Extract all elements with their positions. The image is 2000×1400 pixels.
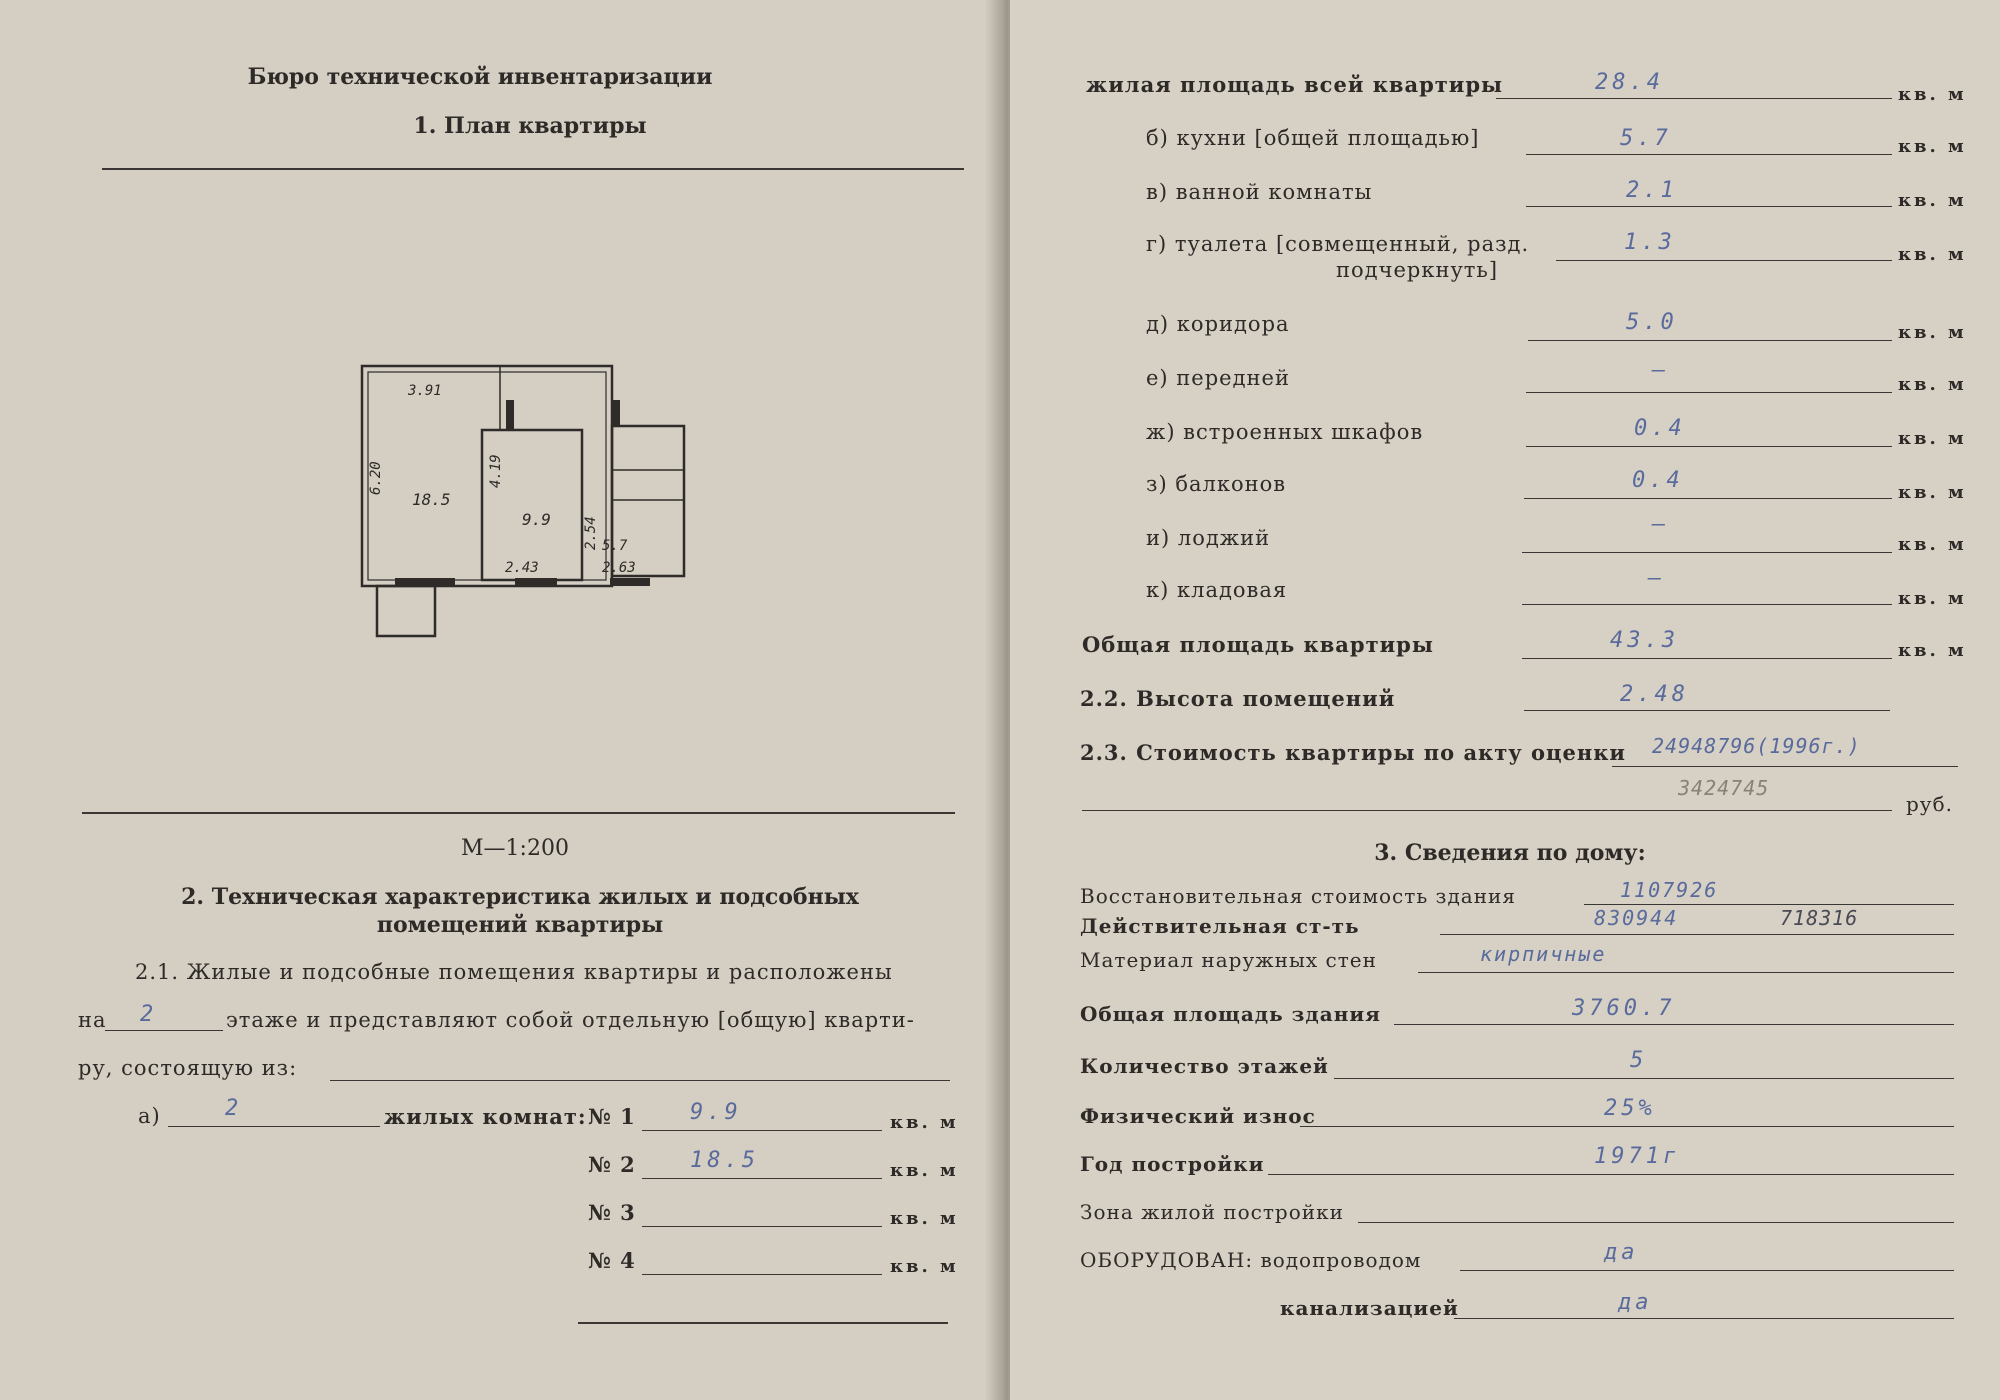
corridor-value: 5.0 — [1626, 310, 1678, 335]
toilet-value: 1.3 — [1624, 230, 1676, 255]
cost-line-2 — [1082, 810, 1892, 811]
corridor-line — [1528, 340, 1892, 341]
water-supply-label: ОБОРУДОВАН: водопроводом — [1080, 1248, 1422, 1272]
plan-dim-bottom-2: 2.63 — [602, 560, 636, 576]
kitchen-label: б) кухни [общей площадью] — [1146, 126, 1480, 150]
closets-label: ж) встроенных шкафов — [1146, 420, 1424, 444]
hallway-value: – — [1652, 358, 1670, 383]
consisting-line — [330, 1080, 950, 1081]
living-area-value: 28.4 — [1595, 70, 1664, 95]
corridor-label: д) коридора — [1146, 312, 1290, 336]
restoration-cost-label: Восстановительная стоимость здания — [1080, 884, 1516, 908]
room-3-label: № 3 — [588, 1200, 636, 1225]
room-4-label: № 4 — [588, 1248, 636, 1273]
plan-dim-bottom-1: 2.43 — [505, 560, 539, 576]
total-area-label: Общая площадь квартиры — [1082, 632, 1434, 657]
hallway-unit: кв. м — [1898, 374, 1967, 395]
floor-value-line — [105, 1030, 223, 1031]
sewage-line — [1454, 1318, 1954, 1319]
walls-material-line — [1418, 972, 1954, 973]
plan-dim-kitchen: 2.54 — [583, 516, 599, 550]
bureau-heading: Бюро технической инвентаризации — [247, 64, 713, 90]
plan-area-room2: 9.9 — [522, 510, 551, 529]
building-area-value: 3760.7 — [1572, 996, 1676, 1021]
rooms-count-line — [168, 1126, 380, 1127]
left-bottom-rule — [578, 1322, 948, 1324]
restoration-cost-value: 1107926 — [1620, 878, 1719, 902]
a-label: а) — [138, 1104, 161, 1128]
p21-line1: 2.1. Жилые и подсобные помещения квартиры и расположены — [135, 960, 893, 984]
floor-value: 2 — [140, 1002, 158, 1027]
zone-label: Зона жилой постройки — [1080, 1200, 1344, 1224]
room-2-value: 18.5 — [690, 1148, 759, 1173]
sewage-value: да — [1618, 1290, 1653, 1315]
height-label: 2.2. Высота помещений — [1080, 686, 1396, 711]
kitchen-line — [1526, 154, 1892, 155]
height-value: 2.48 — [1620, 682, 1689, 707]
cost-label: 2.3. Стоимость квартиры по акту оценки — [1080, 740, 1626, 765]
storage-line — [1522, 604, 1892, 605]
floors-count-line — [1334, 1078, 1954, 1079]
year-built-value: 1971г — [1594, 1144, 1681, 1169]
toilet-line — [1556, 260, 1892, 261]
plan-title: 1. План квартиры — [413, 113, 647, 139]
storage-unit: кв. м — [1898, 588, 1967, 609]
balconies-line — [1524, 498, 1892, 499]
loggias-value: – — [1652, 512, 1670, 537]
plan-dim-left: 6.20 — [368, 461, 384, 495]
building-area-label: Общая площадь здания — [1080, 1002, 1381, 1026]
floors-count-value: 5 — [1630, 1048, 1648, 1073]
room-4-unit: кв. м — [890, 1256, 959, 1277]
building-area-line — [1394, 1024, 1954, 1025]
room-4-line — [642, 1274, 882, 1275]
kitchen-value: 5.7 — [1620, 126, 1672, 151]
total-area-unit: кв. м — [1898, 640, 1967, 661]
balconies-unit: кв. м — [1898, 482, 1967, 503]
water-supply-value: да — [1604, 1240, 1639, 1265]
walls-material-label: Материал наружных стен — [1080, 948, 1377, 972]
room-1-value: 9.9 — [690, 1100, 742, 1125]
storage-label: к) кладовая — [1146, 578, 1288, 602]
water-supply-line — [1460, 1270, 1954, 1271]
kitchen-unit: кв. м — [1898, 136, 1967, 157]
room-1-line — [642, 1130, 882, 1131]
toilet-unit: кв. м — [1898, 244, 1967, 265]
bathroom-unit: кв. м — [1898, 190, 1967, 211]
actual-cost-value: 830944 — [1594, 906, 1679, 930]
plan-dim-top: 3.91 — [408, 383, 442, 399]
section2-title-line1: 2. Техническая характеристика жилых и подсобных — [181, 884, 859, 910]
loggias-label: и) лоджий — [1146, 526, 1271, 550]
living-area-line — [1496, 98, 1892, 99]
hallway-label: е) передней — [1146, 366, 1290, 390]
corridor-unit: кв. м — [1898, 322, 1967, 343]
section2-title-line2: помещений квартиры — [376, 912, 664, 938]
storage-value: – — [1648, 566, 1666, 591]
rooms-label: жилых комнат: — [384, 1104, 587, 1129]
cost-line — [1612, 766, 1958, 767]
total-area-line — [1522, 658, 1892, 659]
cost-unit: руб. — [1906, 792, 1953, 816]
closets-unit: кв. м — [1898, 428, 1967, 449]
cost-value-2: 3424745 — [1678, 776, 1770, 800]
loggias-unit: кв. м — [1898, 534, 1967, 555]
room-1-unit: кв. м — [890, 1112, 959, 1133]
bathroom-line — [1526, 206, 1892, 207]
wear-label: Физический износ — [1080, 1104, 1316, 1128]
wear-line — [1300, 1126, 1954, 1127]
section3-title: 3. Сведения по дому: — [1374, 840, 1646, 866]
cost-value: 24948796(1996г.) — [1652, 734, 1861, 758]
year-built-label: Год постройки — [1080, 1152, 1265, 1176]
floors-count-label: Количество этажей — [1080, 1054, 1329, 1078]
bathroom-label: в) ванной комнаты — [1146, 180, 1373, 204]
walls-material-value: кирпичные — [1480, 942, 1607, 966]
p21-line2: этаже и представляют собой отдельную [общую] кварти- — [226, 1008, 915, 1032]
room-1-label: № 1 — [588, 1104, 636, 1129]
scale-label: М—1:200 — [461, 836, 569, 861]
restoration-cost-line — [1584, 904, 1954, 905]
plan-area-kitchen: 5.7 — [602, 538, 628, 554]
living-area-unit: кв. м — [1898, 84, 1967, 105]
closets-line — [1526, 446, 1892, 447]
zone-line — [1358, 1222, 1954, 1223]
living-area-label: жилая площадь всей квартиры — [1086, 72, 1504, 97]
room-2-label: № 2 — [588, 1152, 636, 1177]
height-line — [1524, 710, 1890, 711]
right-page — [1010, 0, 2000, 1400]
actual-cost-value-2: 718316 — [1780, 906, 1859, 930]
toilet-label-2: подчеркнуть] — [1336, 258, 1499, 282]
balconies-label: з) балконов — [1146, 472, 1287, 496]
plan-dim-mid: 4.19 — [488, 454, 504, 488]
plan-area-room1: 18.5 — [412, 490, 451, 509]
rooms-count-value: 2 — [225, 1096, 243, 1121]
plan-bottom-rule — [82, 812, 955, 814]
toilet-label: г) туалета [совмещенный, разд. — [1146, 232, 1530, 256]
sewage-label: канализацией — [1280, 1296, 1459, 1320]
room-3-unit: кв. м — [890, 1208, 959, 1229]
room-2-line — [642, 1178, 882, 1179]
bathroom-value: 2.1 — [1626, 178, 1678, 203]
total-area-value: 43.3 — [1610, 628, 1679, 653]
actual-cost-label: Действительная ст-ть — [1080, 914, 1360, 938]
floor-plan-drawing — [350, 360, 700, 650]
closets-value: 0.4 — [1634, 416, 1686, 441]
balconies-value: 0.4 — [1632, 468, 1684, 493]
wear-value: 25% — [1604, 1096, 1656, 1121]
hallway-line — [1526, 392, 1892, 393]
room-2-unit: кв. м — [890, 1160, 959, 1181]
room-3-line — [642, 1226, 882, 1227]
year-built-line — [1268, 1174, 1954, 1175]
p21-na: на — [78, 1008, 107, 1032]
loggias-line — [1522, 552, 1892, 553]
p21-line3: ру, состоящую из: — [78, 1056, 298, 1080]
plan-top-rule — [102, 168, 964, 170]
actual-cost-line — [1440, 934, 1954, 935]
